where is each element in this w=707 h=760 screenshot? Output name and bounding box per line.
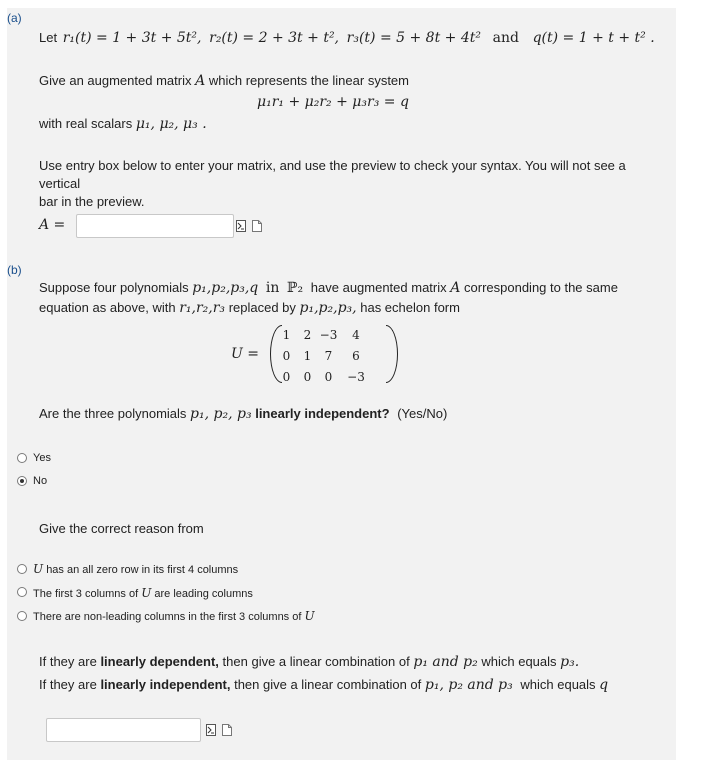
preview-icon-b[interactable] [206,724,216,736]
matrix-row [276,366,373,387]
dep-prefix: If they are [39,654,97,669]
matrix-cell: 0 [282,369,291,384]
reason-2-var: U [141,586,152,600]
line1-text-a: Suppose four polynomials [39,280,189,295]
let-text: Let [39,30,58,45]
matrix-u-label: U = [231,346,259,362]
radio-yes[interactable] [17,453,27,463]
reason-2-text: are leading columns [154,588,253,600]
radio-no-label[interactable]: No [33,475,48,487]
dependent-instruction [39,654,579,670]
q-definition: q(t) = 1 + t + t² . [532,30,655,46]
reason-3-var: U [304,609,315,623]
echelon-matrix-table [276,324,373,387]
linear-combination-input[interactable] [46,718,201,742]
instruction-line [39,73,409,89]
radio-yes-label[interactable]: Yes [33,452,51,464]
line1-space: ℙ₂ [287,280,304,296]
line2-r: r₁,r₂,r₃ [179,300,226,316]
and-text: and [492,30,519,46]
matrix-cell: −3 [319,327,338,342]
line1-polys: p₁,p₂,p₃,q [192,280,259,296]
radio-reason-2[interactable] [17,587,27,597]
matrix-cell: 1 [303,348,312,363]
radio-no[interactable] [17,476,27,486]
ind-prefix: If they are [39,677,97,692]
preview-icon[interactable] [236,220,246,232]
reason-1-var: U [33,562,44,576]
instruction-suffix: which represents the linear system [208,73,409,88]
matrix-cell: 7 [324,348,333,363]
matrix-cell: 0 [324,369,333,384]
radio-reason-1[interactable] [17,564,27,574]
entry-help-line-1: Use entry box below to enter your matrix, and use the preview to check your syntax. You will not see a vertical [39,158,626,191]
ind-suffix: which equals [520,677,596,692]
matrix-cell: 0 [303,369,312,384]
matrix-answer-input[interactable] [76,214,234,238]
question-polys: p₁, p₂, p₃ [190,406,252,422]
line2-text-b: replaced by [228,300,296,315]
r3-definition: r₃(t) = 5 + 8t + 4t² [346,30,481,46]
question-bold: linearly independent? [255,406,390,421]
line2-text-c: has echelon form [360,300,460,315]
part-a-label: (a) [7,11,22,25]
dep-bold: linearly dependent, [100,654,219,669]
r2-definition: r₂(t) = 2 + 3t + t², [209,30,340,46]
linear-system-equation: μ₁r₁ + μ₂r₂ + μ₃r₃ = q [257,94,409,110]
syntax-help-icon-b[interactable] [222,724,232,736]
matrix-cell: −3 [347,369,365,384]
line2-text-a: equation as above, with [39,300,176,315]
part-b-label: (b) [7,263,22,277]
dep-mid: then give a linear combination of [222,654,410,669]
dep-target: p₃. [560,654,580,670]
reason-3-label[interactable] [33,609,315,623]
ind-target: q [599,677,609,693]
instruction-text: Give an augmented matrix [39,73,192,88]
dep-suffix: which equals [481,654,557,669]
ind-bold: linearly independent, [100,677,231,692]
matrix-cell: 1 [282,327,291,342]
line2-p: p₁,p₂,p₃, [299,300,357,316]
matrix-cell: 0 [282,348,291,363]
reason-2-label[interactable] [33,586,253,600]
part-b-line-2 [39,300,460,316]
dep-math: p₁ and p₂ [413,654,478,670]
reason-1-text: has an all zero row in its first 4 columns [46,564,239,576]
line1-var: A [450,280,461,296]
part-b-line-1 [39,280,618,296]
entry-help-line-2: bar in the preview. [39,194,145,209]
ind-math: p₁, p₂ and p₃ [424,677,513,693]
polynomial-definitions [39,30,655,46]
r1-definition: r₁(t) = 1 + 3t + 5t², [62,30,202,46]
matrix-cell: 2 [303,327,312,342]
line1-text-c: corresponding to the same [464,280,618,295]
ind-mid: then give a linear combination of [234,677,422,692]
line1-in: in [265,280,280,296]
line1-text-b: have augmented matrix [310,280,447,295]
echelon-matrix [276,324,373,387]
syntax-help-icon[interactable] [252,220,262,232]
instruction-var: A [195,73,206,89]
scalars-list: μ₁, μ₂, μ₃ . [135,116,207,132]
matrix-cell: 6 [352,348,360,363]
scalars-prefix: with real scalars [39,116,133,131]
independence-question [39,406,447,422]
entry-help-text [39,157,669,211]
radio-reason-3[interactable] [17,611,27,621]
reason-1-label[interactable] [33,562,238,576]
independent-instruction [39,677,608,693]
question-yesno-hint: (Yes/No) [397,406,448,421]
matrix-row [276,345,373,366]
reason-prompt: Give the correct reason from [39,521,204,536]
answer-a-label: A = [39,217,66,233]
matrix-row [276,324,373,345]
question-text-a: Are the three polynomials [39,406,187,421]
reason-3-pre: There are non-leading columns in the first 3 columns of [33,611,302,623]
scalars-line [39,116,207,132]
matrix-cell: 4 [352,327,360,342]
reason-2-pre: The first 3 columns of [33,588,139,600]
